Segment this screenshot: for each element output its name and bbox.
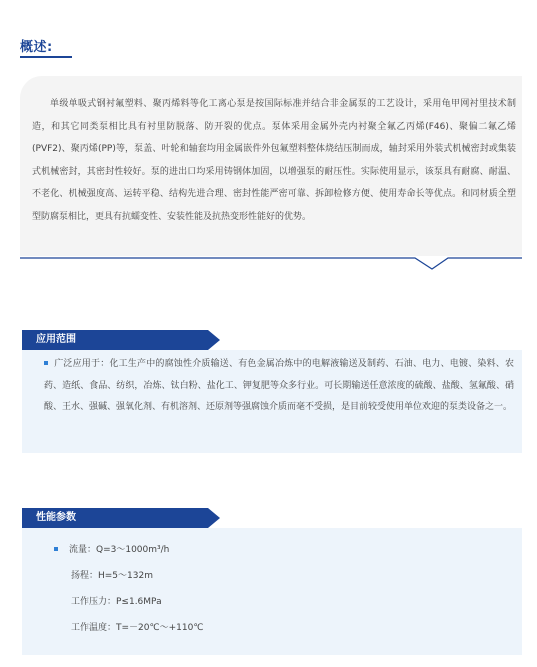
param-pressure: 工作压力：P≤1.6MPa (71, 597, 162, 607)
scope-title: 应用范围 (36, 334, 76, 345)
overview-divider (0, 250, 537, 272)
param-temperature: 工作温度：T=－20℃～+110℃ (71, 623, 204, 633)
bullet-icon (44, 361, 48, 365)
overview-heading: 概述: (20, 40, 53, 55)
param-head: 扬程：H=5～132m (71, 571, 153, 581)
scope-text (44, 354, 514, 419)
bullet-icon (54, 547, 58, 551)
param-flow-text: 流量：Q=3～1000m³/h (69, 545, 170, 555)
overview-text: 单级单吸式钢衬氟塑料、聚丙烯料等化工离心泵是按国际标准并结合非金属泵的工艺设计，采用龟甲网衬里技术制造，和其它同类泵相比具有衬里防脱落、防开裂的优点。泵体采用金属外壳内衬聚全氟乙丙烯(F46)、聚偏二氟乙烯(PVF2)、聚丙烯(PP)等，泵盖、叶轮和轴套均用金属嵌件外包氟塑料整体烧结压制而成，轴封采用外装式机械密封或集装式机械密封，其密封性较好。泵的进出口均采用铸钢体加固，以增强泵的耐压性。实际使用显示，该泵具有耐腐、耐温、不老化、机械强度高、运转平稳、结构先进合理、密封性能严密可靠、拆卸检修方便、使用寿命长等优点。和同材质全塑型防腐泵相比，更具有抗蠕变性、安装性能及抗热变形性能好的优势。 (32, 99, 516, 222)
scope-text-content: 广泛应用于：化工生产中的腐蚀性介质输送、有色金属冶炼中的电解液输送及制药、石油、电力、电镀、染料、农药、造纸、食品、纺织，冶炼、钛白粉、盐化工、钾复肥等众多行业。可长期输送任意浓度的硫酸、盐酸、氢氟酸、硝酸、王水、强碱、强氧化剂、有机溶剂、还原剂等强腐蚀介质而毫不受损，是目前较受使用单位欢迎的泵类设备之一。 (44, 359, 514, 412)
heading-underline (20, 56, 72, 58)
param-flow (54, 542, 169, 555)
params-title: 性能参数 (36, 512, 76, 523)
